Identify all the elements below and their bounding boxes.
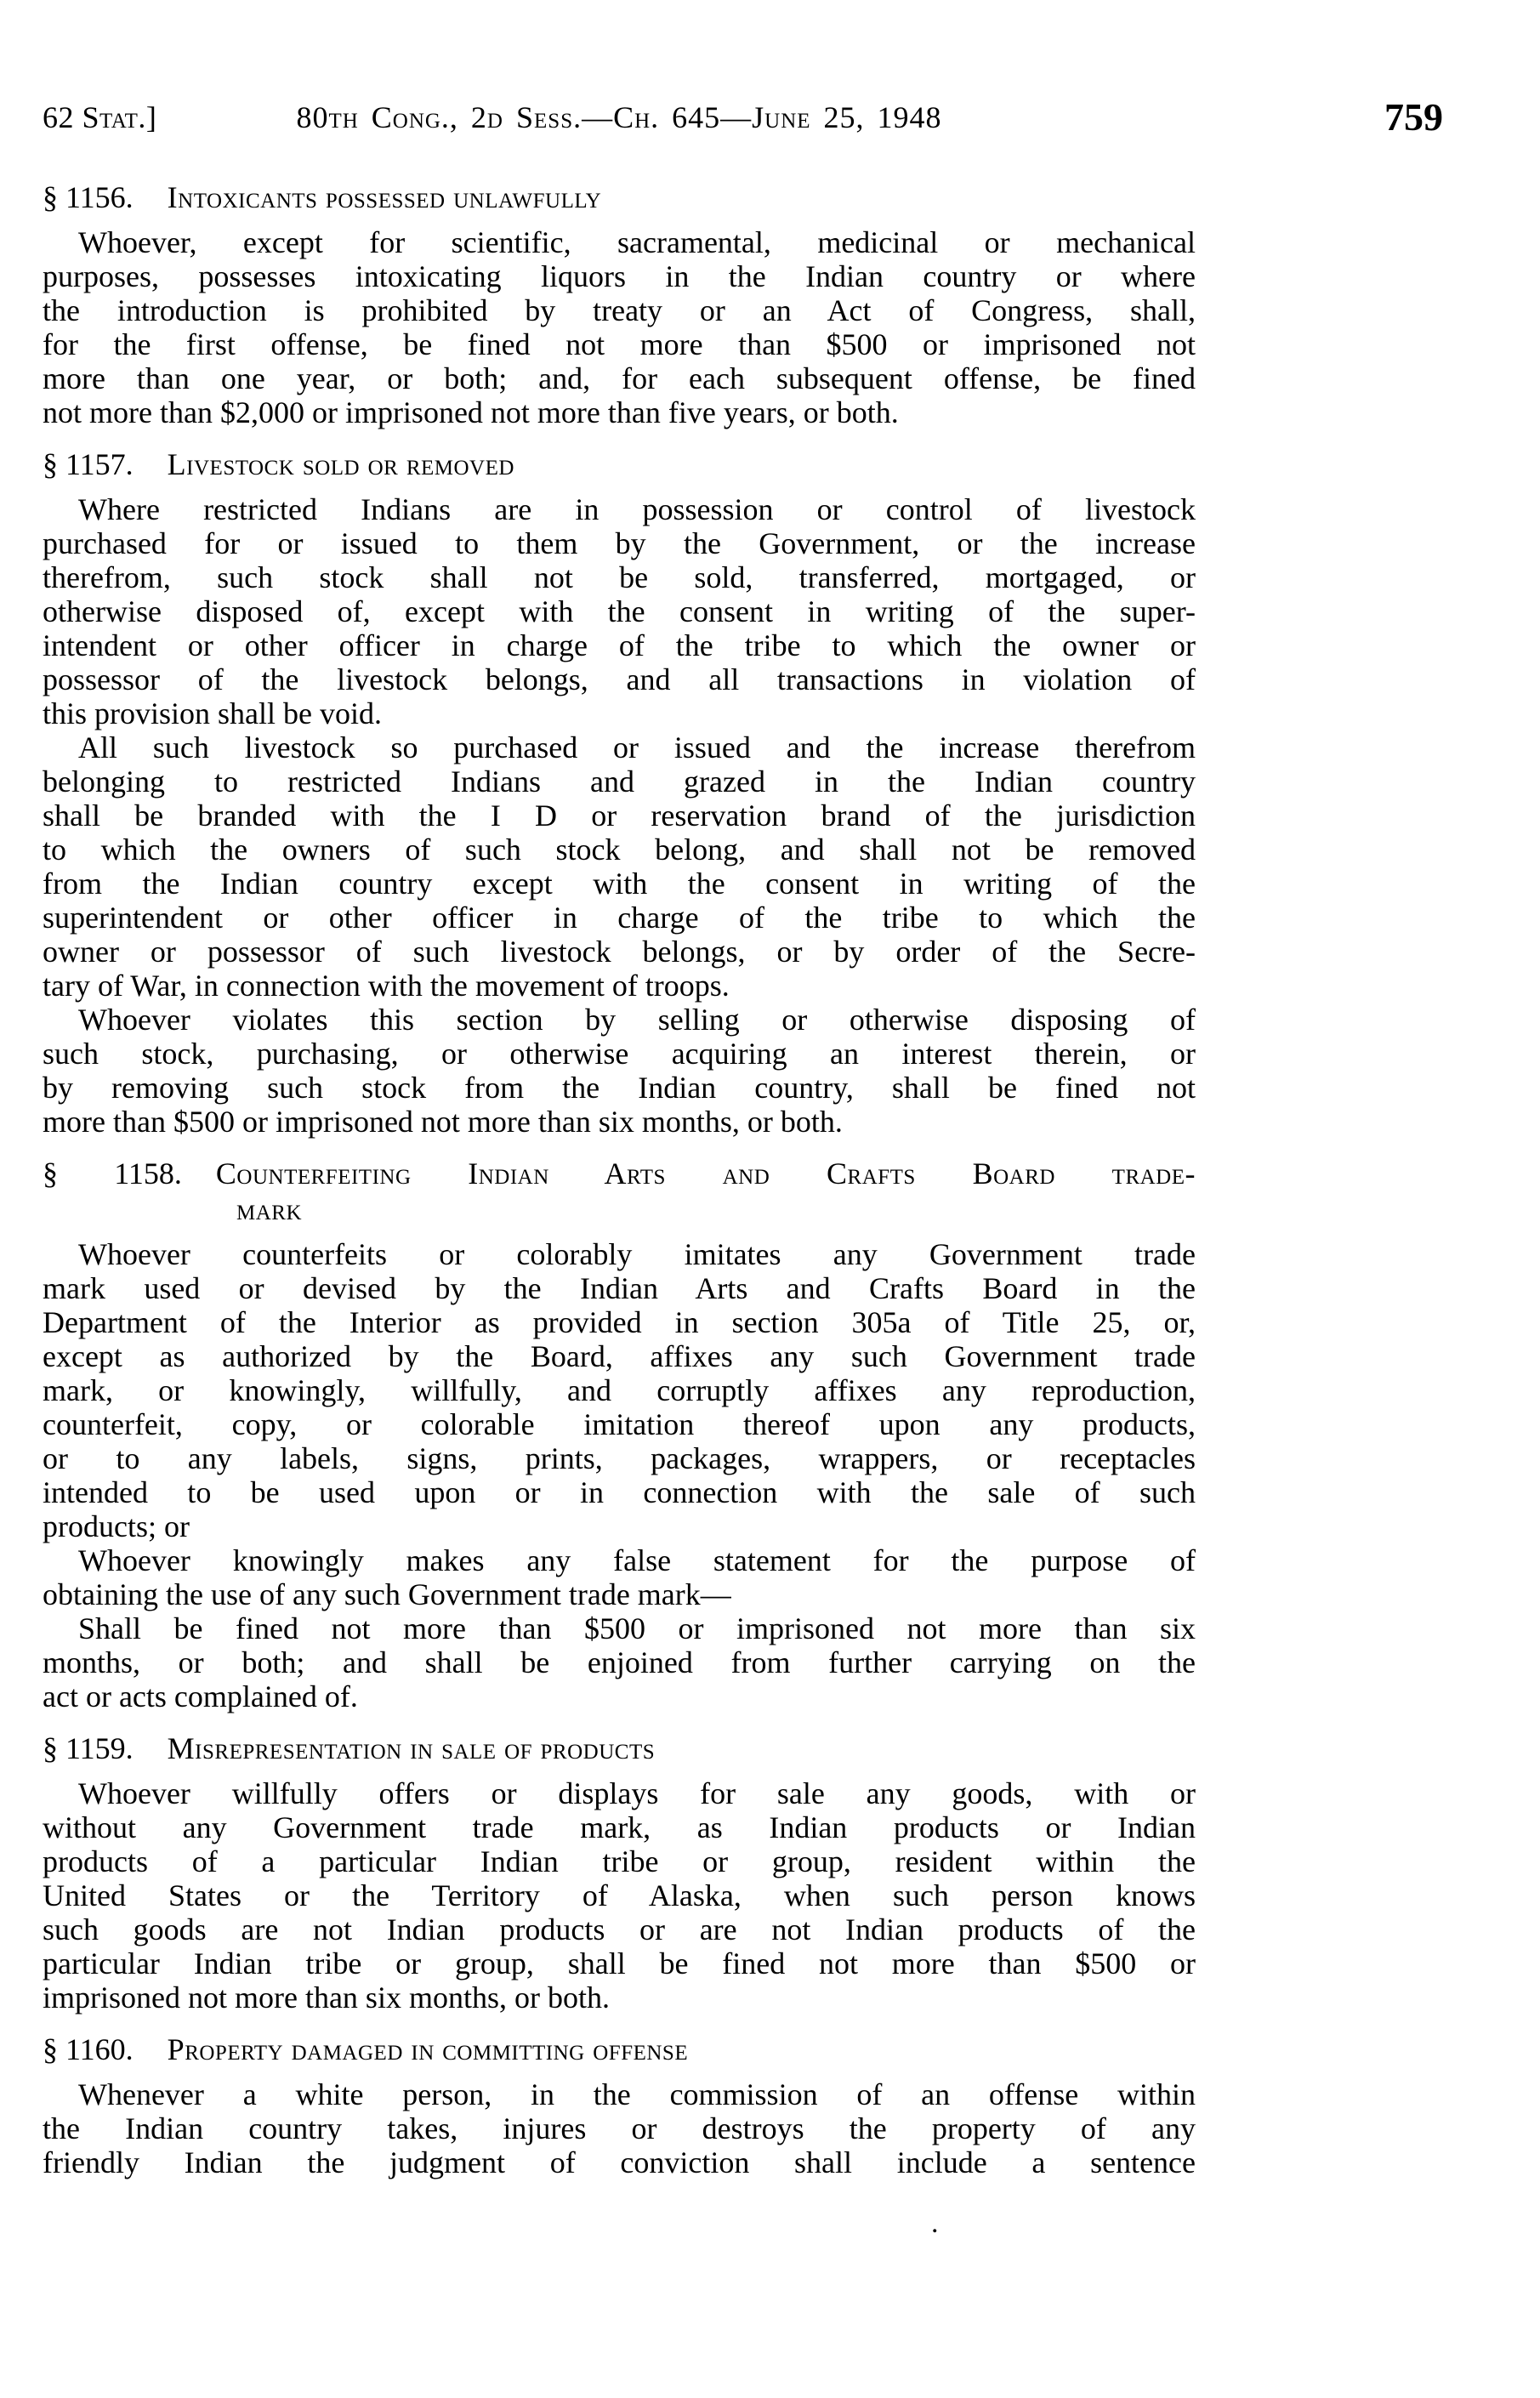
session-title: 80th Cong., 2d Sess.—Ch. 645—June 25, 1948 bbox=[296, 100, 942, 134]
text-line: act or acts complained of. bbox=[43, 1679, 358, 1713]
text-line: friendly Indian the judgment of conviction shall include a sentence bbox=[43, 2145, 1196, 2179]
section-heading-line bbox=[43, 179, 1196, 215]
paragraph bbox=[43, 2077, 1196, 2179]
paragraph bbox=[43, 1776, 1196, 2014]
statute-section bbox=[43, 1730, 1196, 2014]
text-line: products; or bbox=[43, 1509, 190, 1543]
section-heading-line bbox=[43, 1730, 1196, 1766]
text-line: Whenever a white person, in the commission of an offense within bbox=[78, 2077, 1196, 2111]
text-line: mark, or knowingly, willfully, and corruptly affixes any reproduction, bbox=[43, 1373, 1196, 1407]
text-line: All such livestock so purchased or issued and the increase therefrom bbox=[78, 730, 1196, 764]
paragraph bbox=[43, 1611, 1196, 1713]
section-number: § 1160. bbox=[43, 2032, 134, 2066]
text-block bbox=[43, 95, 1196, 2179]
text-line: such stock, purchasing, or otherwise acquiring an interest therein, or bbox=[43, 1037, 1196, 1071]
text-line: products of a particular Indian tribe or group, resident within the bbox=[43, 1844, 1196, 1878]
section-heading-line bbox=[43, 1156, 1196, 1191]
statute-section bbox=[43, 2031, 1196, 2179]
section-title-continuation: mark bbox=[236, 1192, 303, 1226]
text-line: the introduction is prohibited by treaty or an Act of Congress, shall, bbox=[43, 293, 1196, 327]
text-line: Shall be fined not more than $500 or imprisoned not more than six bbox=[78, 1611, 1196, 1645]
text-line: purchased for or issued to them by the Government, or the increase bbox=[43, 526, 1196, 560]
text-line: Whoever willfully offers or displays for sale any goods, with or bbox=[78, 1776, 1196, 1810]
section-number: § 1157. bbox=[43, 447, 134, 481]
text-line: particular Indian tribe or group, shall be fined not more than $500 or bbox=[43, 1946, 1196, 1980]
section-number: § 1156. bbox=[43, 180, 134, 214]
text-line: therefrom, such stock shall not be sold, transferred, mortgaged, or bbox=[43, 560, 1196, 594]
text-line: possessor of the livestock belongs, and all transactions in violation of bbox=[43, 662, 1196, 696]
text-line: tary of War, in connection with the movement of troops. bbox=[43, 969, 730, 1003]
text-line: by removing such stock from the Indian country, shall be fined not bbox=[43, 1071, 1196, 1105]
paragraph bbox=[43, 730, 1196, 1003]
text-line: from the Indian country except with the consent in writing of the bbox=[43, 867, 1196, 901]
section-title: Livestock sold or removed bbox=[167, 447, 514, 481]
text-line: more than one year, or both; and, for each subsequent offense, be fined bbox=[43, 361, 1196, 395]
text-line: otherwise disposed of, except with the consent in writing of the super- bbox=[43, 594, 1196, 628]
text-line: intendent or other officer in charge of the tribe to which the owner or bbox=[43, 628, 1196, 662]
section-title: Counterfeiting Indian Arts and Crafts Board trade- bbox=[215, 1156, 1196, 1190]
text-line: imprisoned not more than six months, or both. bbox=[43, 1980, 610, 2014]
section-heading bbox=[43, 1156, 1196, 1227]
text-line: shall be branded with the I D or reservation brand of the jurisdiction bbox=[43, 798, 1196, 832]
paragraph bbox=[43, 1003, 1196, 1139]
text-line: without any Government trade mark, as Indian products or Indian bbox=[43, 1810, 1196, 1844]
text-line: Where restricted Indians are in possession or control of livestock bbox=[78, 492, 1196, 526]
section-title: Misrepresentation in sale of products bbox=[167, 1731, 656, 1765]
section-heading bbox=[43, 446, 1196, 482]
text-line: counterfeit, copy, or colorable imitation thereof upon any products, bbox=[43, 1407, 1196, 1441]
page-number: 759 bbox=[1384, 95, 1443, 139]
text-line: United States or the Territory of Alaska, when such person knows bbox=[43, 1878, 1196, 1912]
text-line: to which the owners of such stock belong, and shall not be removed bbox=[43, 832, 1196, 867]
paragraph bbox=[43, 225, 1196, 429]
paragraph bbox=[43, 1543, 1196, 1611]
section-number: § 1158. bbox=[43, 1156, 182, 1190]
section-title: Intoxicants possessed unlawfully bbox=[167, 180, 602, 214]
text-line: or to any labels, signs, prints, packages, wrappers, or receptacles bbox=[43, 1441, 1196, 1475]
text-line: purposes, possesses intoxicating liquors in the Indian country or where bbox=[43, 259, 1196, 293]
section-number: § 1159. bbox=[43, 1731, 134, 1765]
text-line: this provision shall be void. bbox=[43, 696, 382, 730]
text-line: such goods are not Indian products or are not Indian products of the bbox=[43, 1912, 1196, 1946]
running-header bbox=[43, 95, 1196, 141]
text-line: Whoever counterfeits or colorably imitates any Government trade bbox=[78, 1237, 1196, 1271]
text-line: Department of the Interior as provided in section 305a of Title 25, or, bbox=[43, 1305, 1196, 1339]
scan-speck-artifact: . bbox=[931, 2208, 939, 2239]
text-line: Whoever violates this section by selling or otherwise disposing of bbox=[78, 1003, 1196, 1037]
statute-section bbox=[43, 446, 1196, 1139]
volume-citation-label: 62 Stat.] bbox=[43, 100, 157, 134]
section-heading-line bbox=[43, 446, 1196, 482]
text-line: except as authorized by the Board, affixes any such Government trade bbox=[43, 1339, 1196, 1373]
statute-sections bbox=[43, 179, 1196, 2179]
text-line: the Indian country takes, injures or destroys the property of any bbox=[43, 2111, 1196, 2145]
text-line: owner or possessor of such livestock belongs, or by order of the Secre- bbox=[43, 935, 1196, 969]
text-line: intended to be used upon or in connection with the sale of such bbox=[43, 1475, 1196, 1509]
paragraph bbox=[43, 492, 1196, 730]
text-line: superintendent or other officer in charge of the tribe to which the bbox=[43, 901, 1196, 935]
text-line: Whoever knowingly makes any false statement for the purpose of bbox=[78, 1543, 1196, 1577]
statute-section bbox=[43, 1156, 1196, 1713]
section-heading bbox=[43, 2031, 1196, 2067]
section-heading bbox=[43, 179, 1196, 215]
section-title: Property damaged in committing offense bbox=[167, 2032, 689, 2066]
text-line: not more than $2,000 or imprisoned not more than five years, or both. bbox=[43, 395, 899, 429]
section-heading bbox=[43, 1730, 1196, 1766]
section-heading-line bbox=[43, 2031, 1196, 2067]
paragraph bbox=[43, 1237, 1196, 1543]
text-line: belonging to restricted Indians and grazed in the Indian country bbox=[43, 764, 1196, 798]
text-line: months, or both; and shall be enjoined from further carrying on the bbox=[43, 1645, 1196, 1679]
text-line: mark used or devised by the Indian Arts and Crafts Board in the bbox=[43, 1271, 1196, 1305]
statute-section bbox=[43, 179, 1196, 429]
text-line: for the first offense, be fined not more than $500 or imprisoned not bbox=[43, 327, 1196, 361]
text-line: Whoever, except for scientific, sacramental, medicinal or mechanical bbox=[78, 225, 1196, 259]
text-line: more than $500 or imprisoned not more than six months, or both. bbox=[43, 1105, 843, 1139]
text-line: obtaining the use of any such Government trade mark— bbox=[43, 1577, 731, 1611]
